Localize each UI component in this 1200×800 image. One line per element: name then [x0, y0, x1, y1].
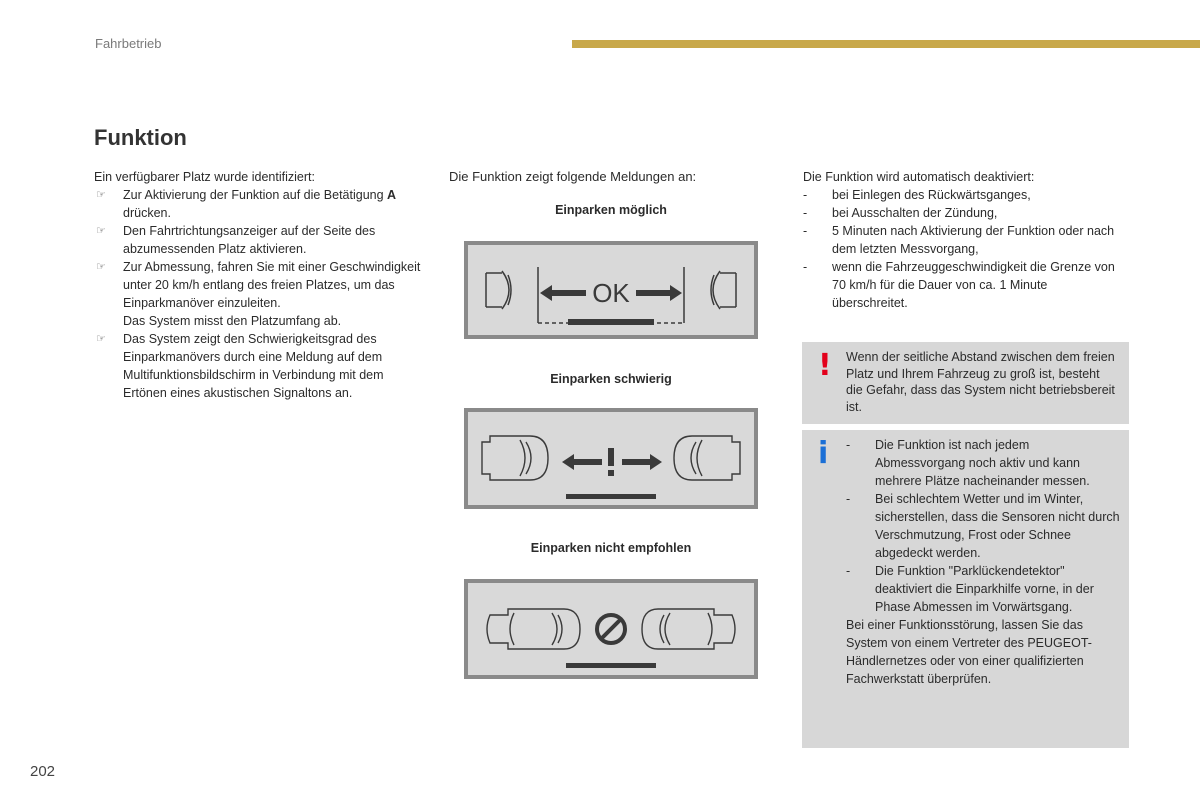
list-item — [94, 222, 424, 258]
pointing-hand-icon: ☞ — [96, 333, 106, 345]
header-accent-bar — [572, 40, 1200, 48]
info-list — [846, 436, 1121, 616]
list-item: - 5 Minuten nach Aktivierung der Funktion oder nach dem letzten Messvorgang, — [803, 224, 1115, 256]
deactivation-intro: Die Funktion wird automatisch deaktiviert: — [803, 170, 1035, 184]
info-box — [802, 430, 1129, 748]
list-item-text: Zur Aktivierung der Funktion auf die Betätigung — [123, 188, 388, 202]
ok-label: OK — [592, 278, 630, 308]
display-parking-possible — [464, 241, 758, 339]
list-item: - Die Funktion ist nach jedem Abmessvorgang noch aktiv und kann mehrere Plätze nacheinander messen. — [846, 438, 1090, 488]
list-item-text: drücken. — [123, 206, 171, 220]
deactivation-list — [803, 186, 1123, 312]
page-title: Funktion — [94, 125, 187, 150]
page-number: 202 — [30, 763, 56, 780]
list-item-text: Die Funktion ist nach jedem Abmessvorgang noch aktiv und kann mehrere Plätze nacheinander messen. — [875, 438, 1090, 488]
caption-parking-possible: Einparken möglich — [555, 203, 667, 217]
activation-column — [94, 168, 424, 402]
arrow-left-icon — [562, 454, 602, 470]
activation-list — [94, 186, 424, 402]
arrow-left-icon — [540, 285, 586, 301]
deactivation-column — [803, 168, 1123, 312]
position-bar — [566, 663, 656, 668]
exclamation-icon — [608, 448, 614, 466]
list-item: - Die Funktion "Parklückendetektor" deaktiviert die Einparkhilfe vorne, in der Phase Abmessen im Vorwärtsgang. — [846, 564, 1094, 614]
parking-not-recommended-illustration — [468, 583, 754, 675]
warning-text: Wenn der seitliche Abstand zwischen dem freien Platz und Ihrem Fahrzeug zu groß ist, besteht die Gefahr, dass das System nicht betriebsbereit ist. — [846, 350, 1115, 414]
section-label: Fahrbetrieb — [95, 36, 162, 51]
list-item-text: bei Einlegen des Rückwärtsganges, — [832, 188, 1031, 202]
messages-intro: Die Funktion zeigt folgende Meldungen an: — [449, 169, 697, 184]
display-parking-difficult — [464, 408, 758, 509]
list-item: - bei Ausschalten der Zündung, — [803, 206, 998, 220]
list-item-text: wenn die Fahrzeuggeschwindigkeit die Grenze von 70 km/h für die Dauer von ca. 1 Minute überschreitet. — [832, 260, 1115, 310]
caption-parking-difficult: Einparken schwierig — [550, 372, 672, 386]
position-bar — [568, 319, 654, 325]
list-item: - bei Einlegen des Rückwärtsganges, — [803, 188, 1031, 202]
list-item-text: 5 Minuten nach Aktivierung der Funktion oder nach dem letzten Messvorgang, — [832, 224, 1115, 256]
caption-parking-not-recommended: Einparken nicht empfohlen — [530, 541, 692, 555]
list-item — [94, 186, 424, 222]
warning-icon: ! — [818, 348, 832, 383]
pointing-hand-icon: ☞ — [96, 189, 106, 201]
display-parking-not-recommended — [464, 579, 758, 679]
list-item-text: bei Ausschalten der Zündung, — [832, 206, 998, 220]
info-footer: Bei einer Funktionsstörung, lassen Sie das System von einem Vertreter des PEUGEOT-Händlernetzes oder von einer qualifizierten Fachwerkstatt überprüfen. — [846, 618, 1092, 686]
parking-difficult-illustration — [468, 412, 754, 505]
arrow-right-icon — [622, 454, 662, 470]
list-item: - wenn die Fahrzeuggeschwindigkeit die Grenze von 70 km/h für die Dauer von ca. 1 Minute überschreitet. — [803, 260, 1115, 310]
arrow-right-icon — [636, 285, 682, 301]
prohibited-icon — [597, 615, 625, 643]
position-bar — [566, 494, 656, 499]
list-item-text: Bei schlechtem Wetter und im Winter, sicherstellen, dass die Sensoren nicht durch Verschmutzung, Frost oder Schnee abgedeckt werden. — [875, 492, 1120, 560]
list-item — [94, 330, 424, 402]
pointing-hand-icon: ☞ — [96, 261, 106, 273]
control-label-a: A — [387, 188, 397, 202]
parking-possible-illustration — [468, 245, 754, 335]
activation-intro: Ein verfügbarer Platz wurde identifiziert: — [94, 170, 315, 184]
list-item-text: Die Funktion "Parklückendetektor" deaktiviert die Einparkhilfe vorne, in der Phase Abmessen im Vorwärtsgang. — [875, 564, 1094, 614]
list-item: - Bei schlechtem Wetter und im Winter, sicherstellen, dass die Sensoren nicht durch Verschmutzung, Frost oder Schnee abgedeckt werden. — [846, 492, 1120, 560]
list-item-note: Das System misst den Platzumfang ab. — [123, 314, 342, 328]
list-item — [94, 258, 424, 330]
list-item-text: Den Fahrtrichtungsanzeiger auf der Seite des abzumessenden Platz aktivieren. — [123, 224, 376, 256]
pointing-hand-icon: ☞ — [96, 225, 106, 237]
info-icon: i — [818, 436, 829, 471]
list-item-text: Zur Abmessung, fahren Sie mit einer Geschwindigkeit unter 20 km/h entlang des freien Platzes, um das Einparkmanöver einzuleiten. — [123, 260, 421, 310]
info-content — [846, 436, 1121, 688]
list-item-text: Das System zeigt den Schwierigkeitsgrad des Einparkmanövers durch eine Meldung auf dem Multifunktionsbildschirm in Verbindung mit dem Ertönen eines akustischen Signaltons an. — [123, 332, 384, 400]
warning-box — [802, 342, 1129, 424]
